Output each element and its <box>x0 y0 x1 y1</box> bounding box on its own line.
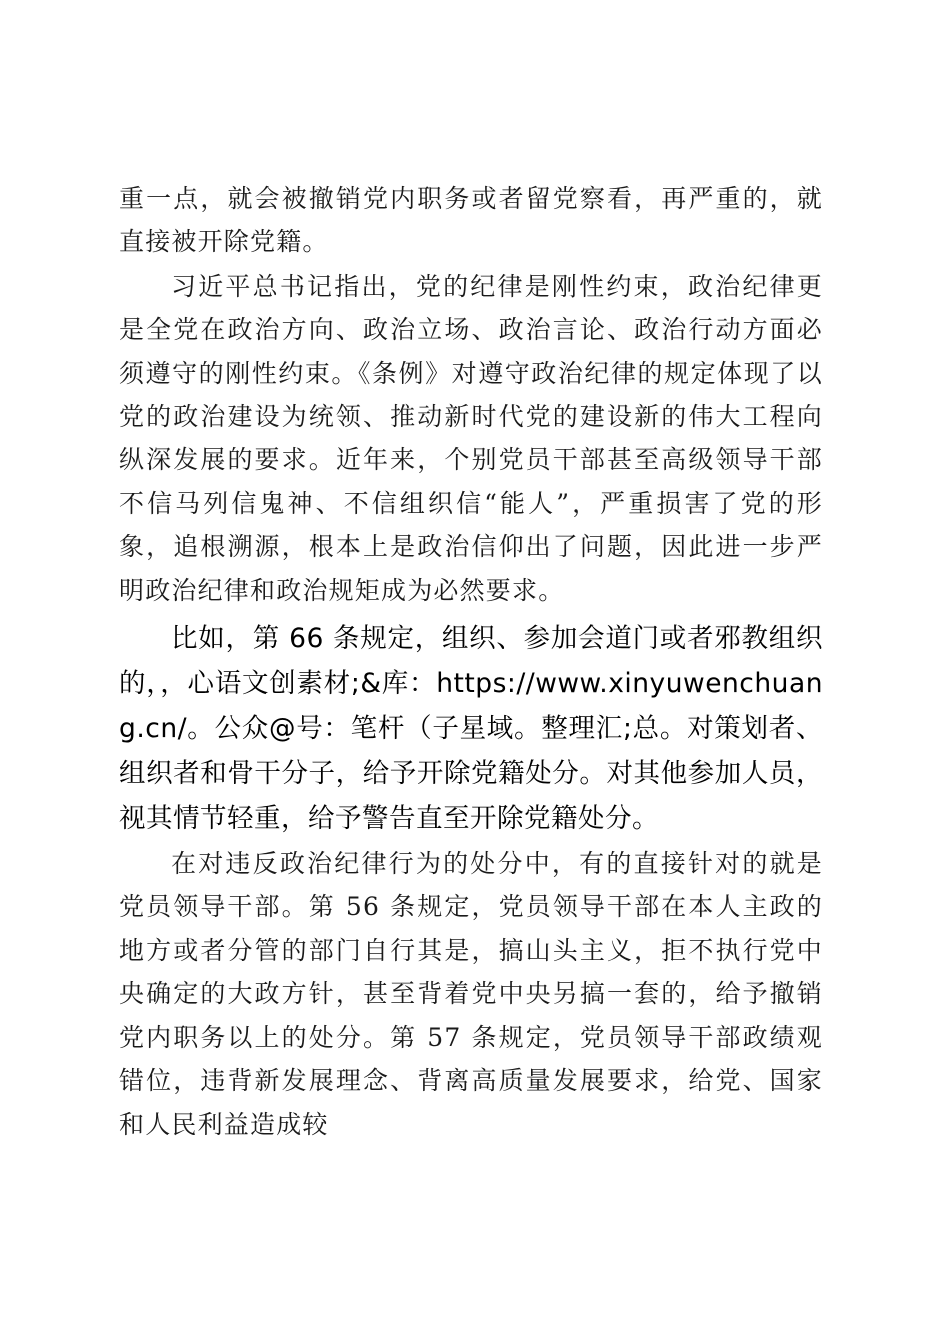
document-body <box>119 177 823 1146</box>
paragraph-leading-cadres: 在对违反政治纪律行为的处分中，有的直接针对的就是党员领导干部。第 56 条规定，党员领导干部在本人主政的地方或者分管的部门自行其是，搞山头主义，拒不执行党中央确定的大政方针，甚至背着党中央另搞一套的，给予撤销党内职务以上的处分。第 57 条规定，党员领导干部政绩观错位，违背新发展理念、背离高质量发展要求，给党、国家和人民利益造成较 <box>119 849 823 1139</box>
paragraph-continuation: 重一点，就会被撤销党内职务或者留党察看，再严重的，就直接被开除党籍。 <box>119 184 823 257</box>
paragraph-political-discipline: 习近平总书记指出，党的纪律是刚性约束，政治纪律更是全党在政治方向、政治立场、政治言论、政治行动方面必须遵守的刚性约束。《条例》对遵守政治纪律的规定体现了以党的政治建设为统领、推动新时代党的建设新的伟大工程向纵深发展的要求。近年来，个别党员干部甚至高级领导干部不信马列信鬼神、不信组织信“能人”，严重损害了党的形象，追根溯源，根本上是政治信仰出了问题，因此进一步严明政治纪律和政治规矩成为必然要求。 <box>119 271 823 605</box>
paragraph-article-66: 比如，第 66 条规定，组织、参加会道门或者邪教组织的，，心语文创素材;&库：https://www.xinyuwenchuang.cn/。公众@号：笔杆（子星域。整理汇;总。对策划者、组织者和骨干分子，给予开除党籍处分。对其他参加人员，视其情节轻重，给予警告直至开除党籍处分。 <box>119 623 823 835</box>
